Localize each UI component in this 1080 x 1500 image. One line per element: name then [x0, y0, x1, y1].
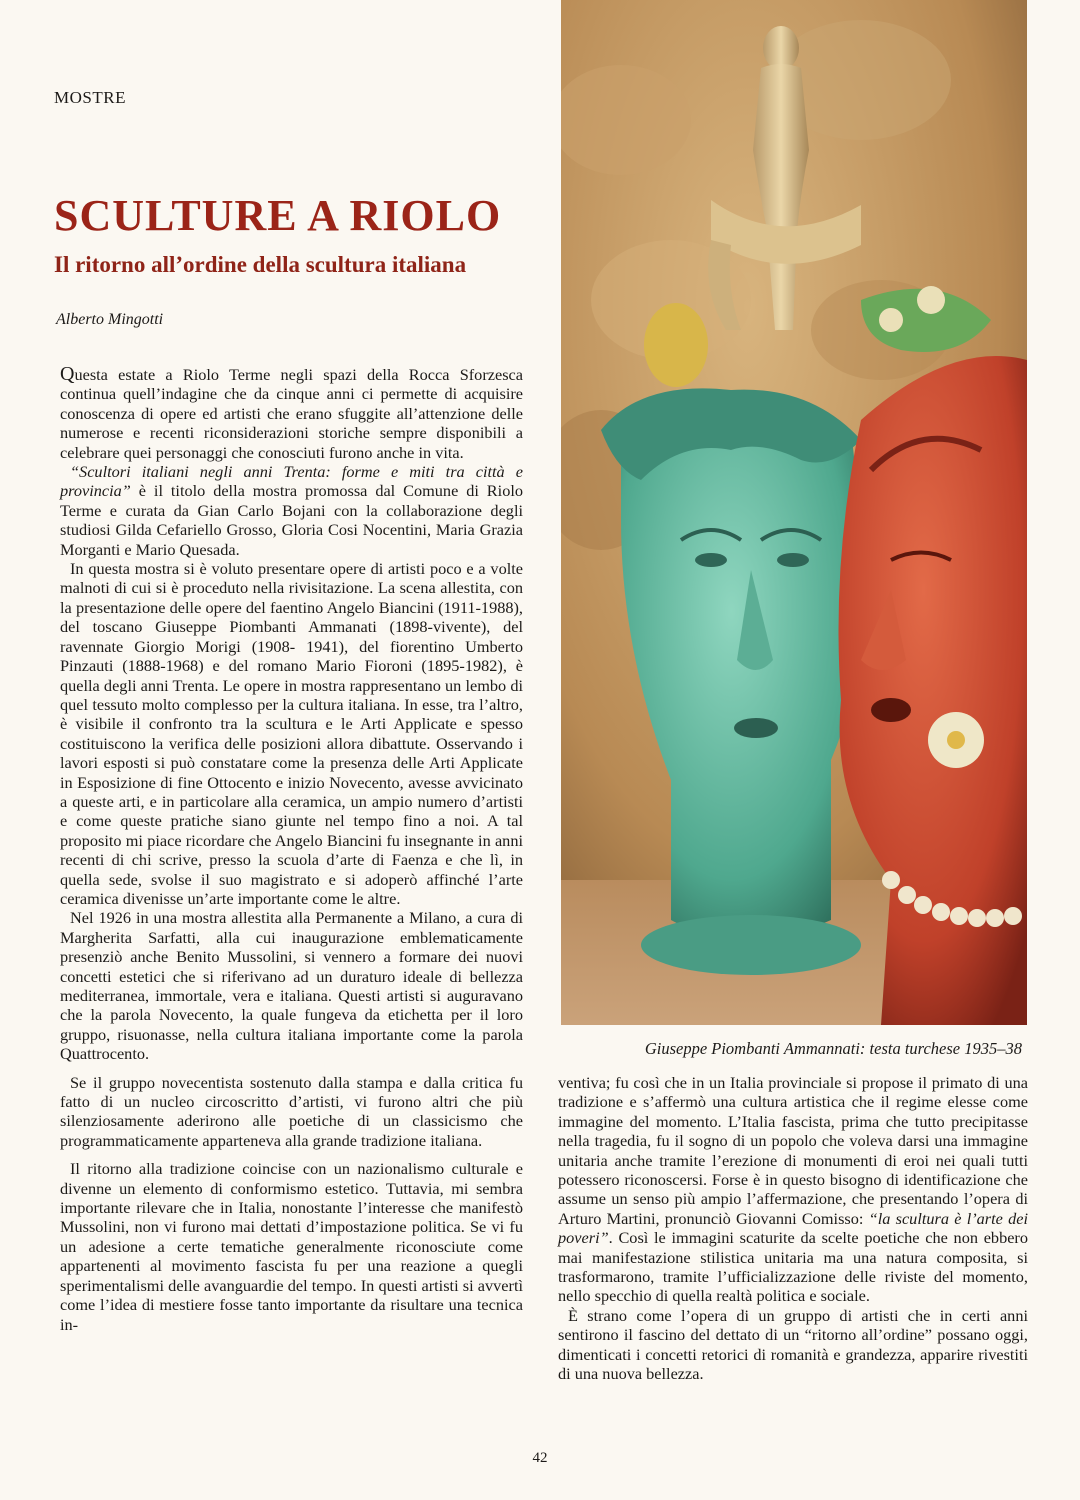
paragraph: Questa estate a Riolo Terme negli spazi della Rocca Sforzesca continua quell’indagine che da cinque anni ci permette di acquisire conoscenza di opere ed artisti che erano sfuggite all’attenzione delle numerose e recenti riconsiderazioni storiche sempre disponibili a celebrare quei personaggi che conosciuti furono anche in vita. — [60, 363, 523, 462]
section-label: MOSTRE — [54, 88, 126, 107]
paragraph: Se il gruppo novecentista sostenuto dalla stampa e dalla critica fu fatto di un nucleo circoscritto d’artisti, vi furono altri che più silenziosamente aderirono alle poetiche di un classicismo che programmaticamente apparteneva alla grande tradizione italiana. — [60, 1072, 523, 1150]
page-number: 42 — [532, 1450, 548, 1466]
paragraph: Nel 1926 in una mostra allestita alla Permanente a Milano, a cura di Margherita Sarfatti, alla cui inaugurazione emblematicamente presenziò anche Benito Mussolini, si vennero a formare dei nuovi concetti estetici che si riferivano ad un duraturo ideale di bellezza mediterranea, immortale, vera e italiana. Questi artisti si auguravano che la parola Novecento, la quale fungeva da etichetta per il loro gruppo, risuonasse, nella cultura italiana importante come la parola Quattrocento. — [60, 908, 523, 1064]
author-name: Alberto Mingotti — [56, 311, 164, 328]
article-subtitle: Il ritorno all’ordine della scultura italiana — [54, 252, 467, 277]
article-column-right — [558, 1073, 1028, 1384]
exhibition-title: “Scultori italiani negli anni Trenta: forme e miti tra città e provincia” — [60, 462, 523, 501]
photo-caption: Giuseppe Piombanti Ammannati: testa turchese 1935–38 — [644, 1039, 1022, 1058]
article-title: SCULTURE A RIOLO — [54, 191, 502, 240]
paragraph: ventiva; fu così che in un Italia provinciale si propose il primato di una tradizione e s’affermò una cultura artistica che il regime elesse come immagine del momento. L’Italia fascista, prima che tutto precipitasse nella tragedia, fu il sogno di un popolo che voleva darsi una immagine unitaria anche tramite l’erezione di monumenti di eroi nei quali tutti potessero riconoscersi. Forse è in questo bisogno di identificazione che assume un senso più ampio l’affermazione, che presentando l’opera di Arturo Martini, pronunciò Giovanni Comisso: “la scultura è l’arte dei poveri”. Così le immagini scaturite da scelte poetiche che non ebbero mai manifestazione stilistica unitaria ma una natura composita, si trasformarono, tramite l’ufficializzazione delle riviste del momento, nello specchio di quella realtà politica e sociale. — [558, 1073, 1028, 1306]
quote: “la scultura è l’arte dei poveri” — [558, 1208, 1028, 1248]
drop-letter: Q — [60, 363, 75, 385]
paragraph: È strano come l’opera di un gruppo di artisti che in certi anni sentirono il fascino del dettato di un “ritorno all’ordine” possano oggi, dimenticati i concetti retorici di romanità e grandezza, apparire rivestiti di una nuova bellezza. — [558, 1305, 1028, 1384]
paragraph: In questa mostra si è voluto presentare opere di artisti poco e a volte malnoti di cui si è proceduto nella rivisitazione. La scena allestita, con la presentazione delle opere del faentino Angelo Biancini (1911-1988), del toscano Giuseppe Piombanti Ammanati (1898-vivente), del ravennate Giorgio Morigi (1908- 1941), del fiorentino Umberto Pinzauti (1888-1968) e del romano Mario Fioroni (1895-1982), è quella degli anni Trenta. Le opere in mostra rappresentano un lembo di quel tessuto molto complesso per la cultura italiana. In esse, tra l’altro, è visibile il confronto tra la scultura e le Arti Applicate e spesso costituiscono la verifica delle posizioni allora dibattute. Osservando i lavori esposti si può constatare come la presenza delle Arti Applicate in Esposizione di fine Ottocento e inizio Novecento, avesse avvicinato a queste arti, e in particolare alla ceramica, un ampio numero d’artisti e come queste pratiche siano giunte nel tempo fino a noi. A tal proposito mi piace ricordare che Angelo Biancini fu insegnante in anni recenti di chi scrive, presso la scuola d’arte di Faenza e che lì, in quella sede, svolse il suo magistrato e si adoperò affinché l’arte ceramica divenisse un’arte importante come le altre. — [60, 559, 523, 908]
article-column-left — [60, 365, 523, 1334]
sculpture-photo — [561, 0, 1027, 1025]
paragraph: Il ritorno alla tradizione coincise con un nazionalismo culturale e divenne un elemento di conformismo estetico. Tuttavia, mi sembra importante rilevare che in Italia, nonostante l’interesse che manifestò Mussolini, non vi furono mai dettati d’impostazione politica. Se vi fu un adesione a certe tematiche generalmente riconosciute come appartenenti al movimento fascista fu per una reazione a quegli sperimentalismi delle avanguardie del tempo. In questi artisti si avvertì come l’idea di mestiere fosse tanto importante da risultare una tecnica in- — [60, 1159, 523, 1334]
paragraph: “Scultori italiani negli anni Trenta: forme e miti tra città e provincia” è il titolo della mostra promossa dal Comune di Riolo Terme e curata da Gian Carlo Bojani con la collaborazione degli studiosi Gilda Cefariello Grosso, Gloria Cosi Nocentini, Maria Grazia Morganti e Mario Quesada. — [60, 462, 523, 559]
